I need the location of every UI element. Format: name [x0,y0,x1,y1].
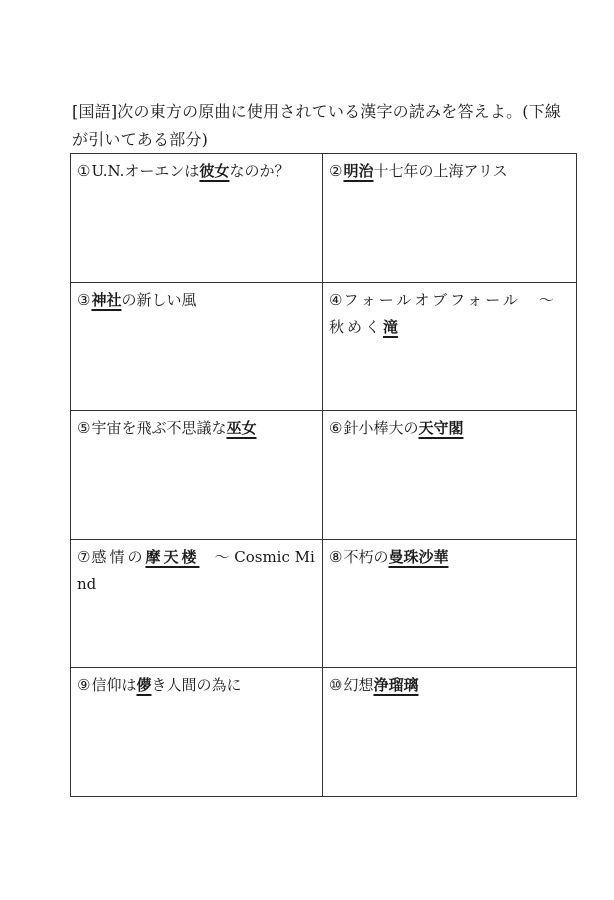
underlined-kanji: 儚 [136,676,152,695]
instruction-text: [国語]次の東方の原曲に使用されている漢字の読みを答えよ。(下線が引いてある部分) [72,102,562,149]
question-cell-2 [323,154,577,283]
question-cell-10 [323,668,577,797]
underlined-kanji: 神社 [91,290,122,309]
question-cell-9 [71,668,323,797]
question-number: ④ [329,290,343,309]
question-number: ⑩ [329,676,343,695]
question-number: ⑧ [329,547,343,566]
question-cell-5 [71,411,323,540]
question-text-before: 幻想 [343,676,374,695]
question-cell-1 [71,154,323,283]
question-text-before: U.N.オーエンは [91,162,200,180]
question-text-before: 信仰は [91,676,137,695]
question-cell-3 [71,282,323,411]
question-number: ③ [77,290,91,309]
underlined-kanji: 浄瑠璃 [373,676,419,695]
underlined-kanji: 天守閣 [418,419,464,438]
question-number: ② [329,162,343,180]
underlined-kanji: 滝 [383,317,399,336]
question-number: ① [77,162,91,180]
question-text-after: なのか？ [229,162,290,180]
grid-row [71,411,577,540]
question-text-before: 針小棒大の [343,419,419,438]
grid-row [71,539,577,668]
question-text-before: 宇宙を飛ぶ不思議な [91,419,227,438]
question-text-before: 感情の [91,547,146,566]
question-text-after: ～ Cosmic Mind [77,547,315,593]
question-text-after: 十七年の上海アリス [373,162,508,180]
question-number: ⑦ [77,547,91,566]
question-cell-7 [71,539,323,668]
underlined-kanji: 巫女 [226,419,257,438]
underlined-kanji: 彼女 [199,162,230,180]
grid-row [71,154,577,283]
question-text-after: き人間の為に [151,676,242,695]
question-cell-4 [323,282,577,411]
underlined-kanji: 明治 [343,162,374,180]
underlined-kanji: 摩天楼 [145,547,200,566]
question-cell-6 [323,411,577,540]
question-text-before: フォールオブフォール ～ 秋めく [329,290,557,336]
grid-row [71,282,577,411]
answer-grid [70,153,577,797]
question-number: ⑨ [77,676,91,695]
question-text-before: 不朽の [343,547,389,566]
question-number: ⑥ [329,419,343,438]
question-cell-8 [323,539,577,668]
question-number: ⑤ [77,419,91,438]
grid-row [71,668,577,797]
underlined-kanji: 曼珠沙華 [388,547,449,566]
question-text-after: の新しい風 [121,290,197,309]
